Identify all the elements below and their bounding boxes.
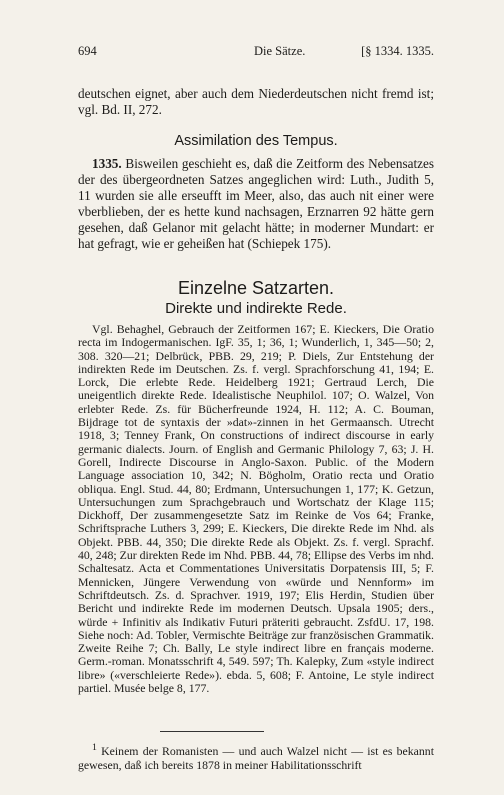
intro-paragraph: deutschen eignet, aber auch dem Niederdeutschen nicht fremd ist; vgl. Bd. II, 272.: [78, 86, 434, 117]
running-header: [78, 44, 434, 60]
heading-direkte-rede: Direkte und indirekte Rede.: [165, 300, 347, 317]
running-title: Die Sätze.: [254, 44, 306, 58]
section-reference: [§ 1334. 1335.: [361, 44, 434, 58]
section-text: Bisweilen geschieht es, daß die Zeitform des Nebensatzes der des übergeordneten Satzes angeglichen wird: Luth., Judith 5, 11 wurden sie alle erseufft im Meer, also, das auch nit einer were vberblieben, der es hette kund nachsagen, Erznarren 92 hätte gern gesehen, daß Gelanor mit gelacht hätte; in moderner Mundart: er hat gefragt, wie er geheißen hat (Schiepek 175).: [78, 156, 434, 251]
heading-assimilation: Assimilation des Tempus.: [174, 133, 338, 149]
footnote-marker: 1: [92, 742, 97, 753]
page-number: 694: [78, 44, 97, 58]
heading-einzelne-satzarten: Einzelne Satzarten.: [177, 278, 335, 298]
section-number: 1335.: [92, 156, 122, 171]
bibliography-paragraph: Vgl. Behaghel, Gebrauch der Zeitformen 167; E. Kieckers, Die Oratio recta im Indogermanischen. IgF. 35, 1; 36, 1; Wunderlich, 1, 345—50; 2, 308. 320—21; Delbrück, PBB. 29, 219; P. Diels, Zur Entstehung der indirekten Rede im Deutschen. Zs. f. vergl. Sprachforschung 41, 194; E. Lorck, Die erlebte Rede. Heidelberg 1921; Gertraud Lerch, Die uneigentlich direkte Rede. Idealistische Neuphilol. 107; O. Walzel, Von erlebter Rede. Zs. für Bücherfreunde 1924, H. 112; A. C. Bouman, Bijdrage tot de syntaxis der »dat»-zinnen in het Germaansch. Utrecht 1918, 3; Tenney Frank, On constructions of indirect discourse in early germanic dialects. Journ. of English and Germanic Philology 7, 63; J. H. Gorell, Indirecte Discourse in Anglo-Saxon. Public. of the Modern Language association 10, 342; N. Bögholm, Oratio recta und Oratio obliqua. Engl. Stud. 44, 80; Erdmann, Untersuchungen 1, 177; K. Getzun, Untersuchungen zum Sprachgebrauch und Wortschatz der Klage 115; Dickhoff, Der zusammengesetzte Satz im Reinke de Vos 64; Franke, Schriftsprache Luthers 3, 299; E. Kieckers, Die direkte Rede im Nhd. als Objekt. PBB. 44, 350; Die direkte Rede als Objekt. Zs. f. vergl. Sprachf. 40, 248; Zur direkten Rede im Nhd. PBB. 44, 78; Ellipse des Verbs im nhd. Schaltesatz. Acta et Commentationes Universitatis Dorpatensis III, 5; F. Mennicken, Jüngere Verwendung von «würde und Nennform» im Schriftdeutsch. Zs. d. Sprachver. 1919, 197; Elis Herdin, Studien über Bericht und indirekte Rede im modernen Deutsch. Upsala 1905; ders., würde + Infinitiv als Indikativ Futuri präteriti gebraucht. ZsfdU. 17, 198. Siehe noch: Ad. Tobler, Vermischte Beiträge zur französischen Grammatik. Zweite Reihe 7; Ch. Bally, Le style indirect libre en français moderne. Germ.-roman. Monatsschrift 4, 549. 597; Th. Kalepky, Zum «style indirect libre» («verschleierte Rede»). ebda. 5, 608; F. Antoine, Le style indirect partiel. Musée belge 8, 177.: [78, 322, 434, 696]
section-1335-paragraph: [78, 156, 434, 252]
footnote-separator: [160, 731, 264, 732]
footnote: $^1$ Keinem der Romanisten — und auch Walzel nicht — ist es bekannt gewesen, daß ich bereits 1878 in meiner Habilitationsschrift: [78, 742, 434, 772]
